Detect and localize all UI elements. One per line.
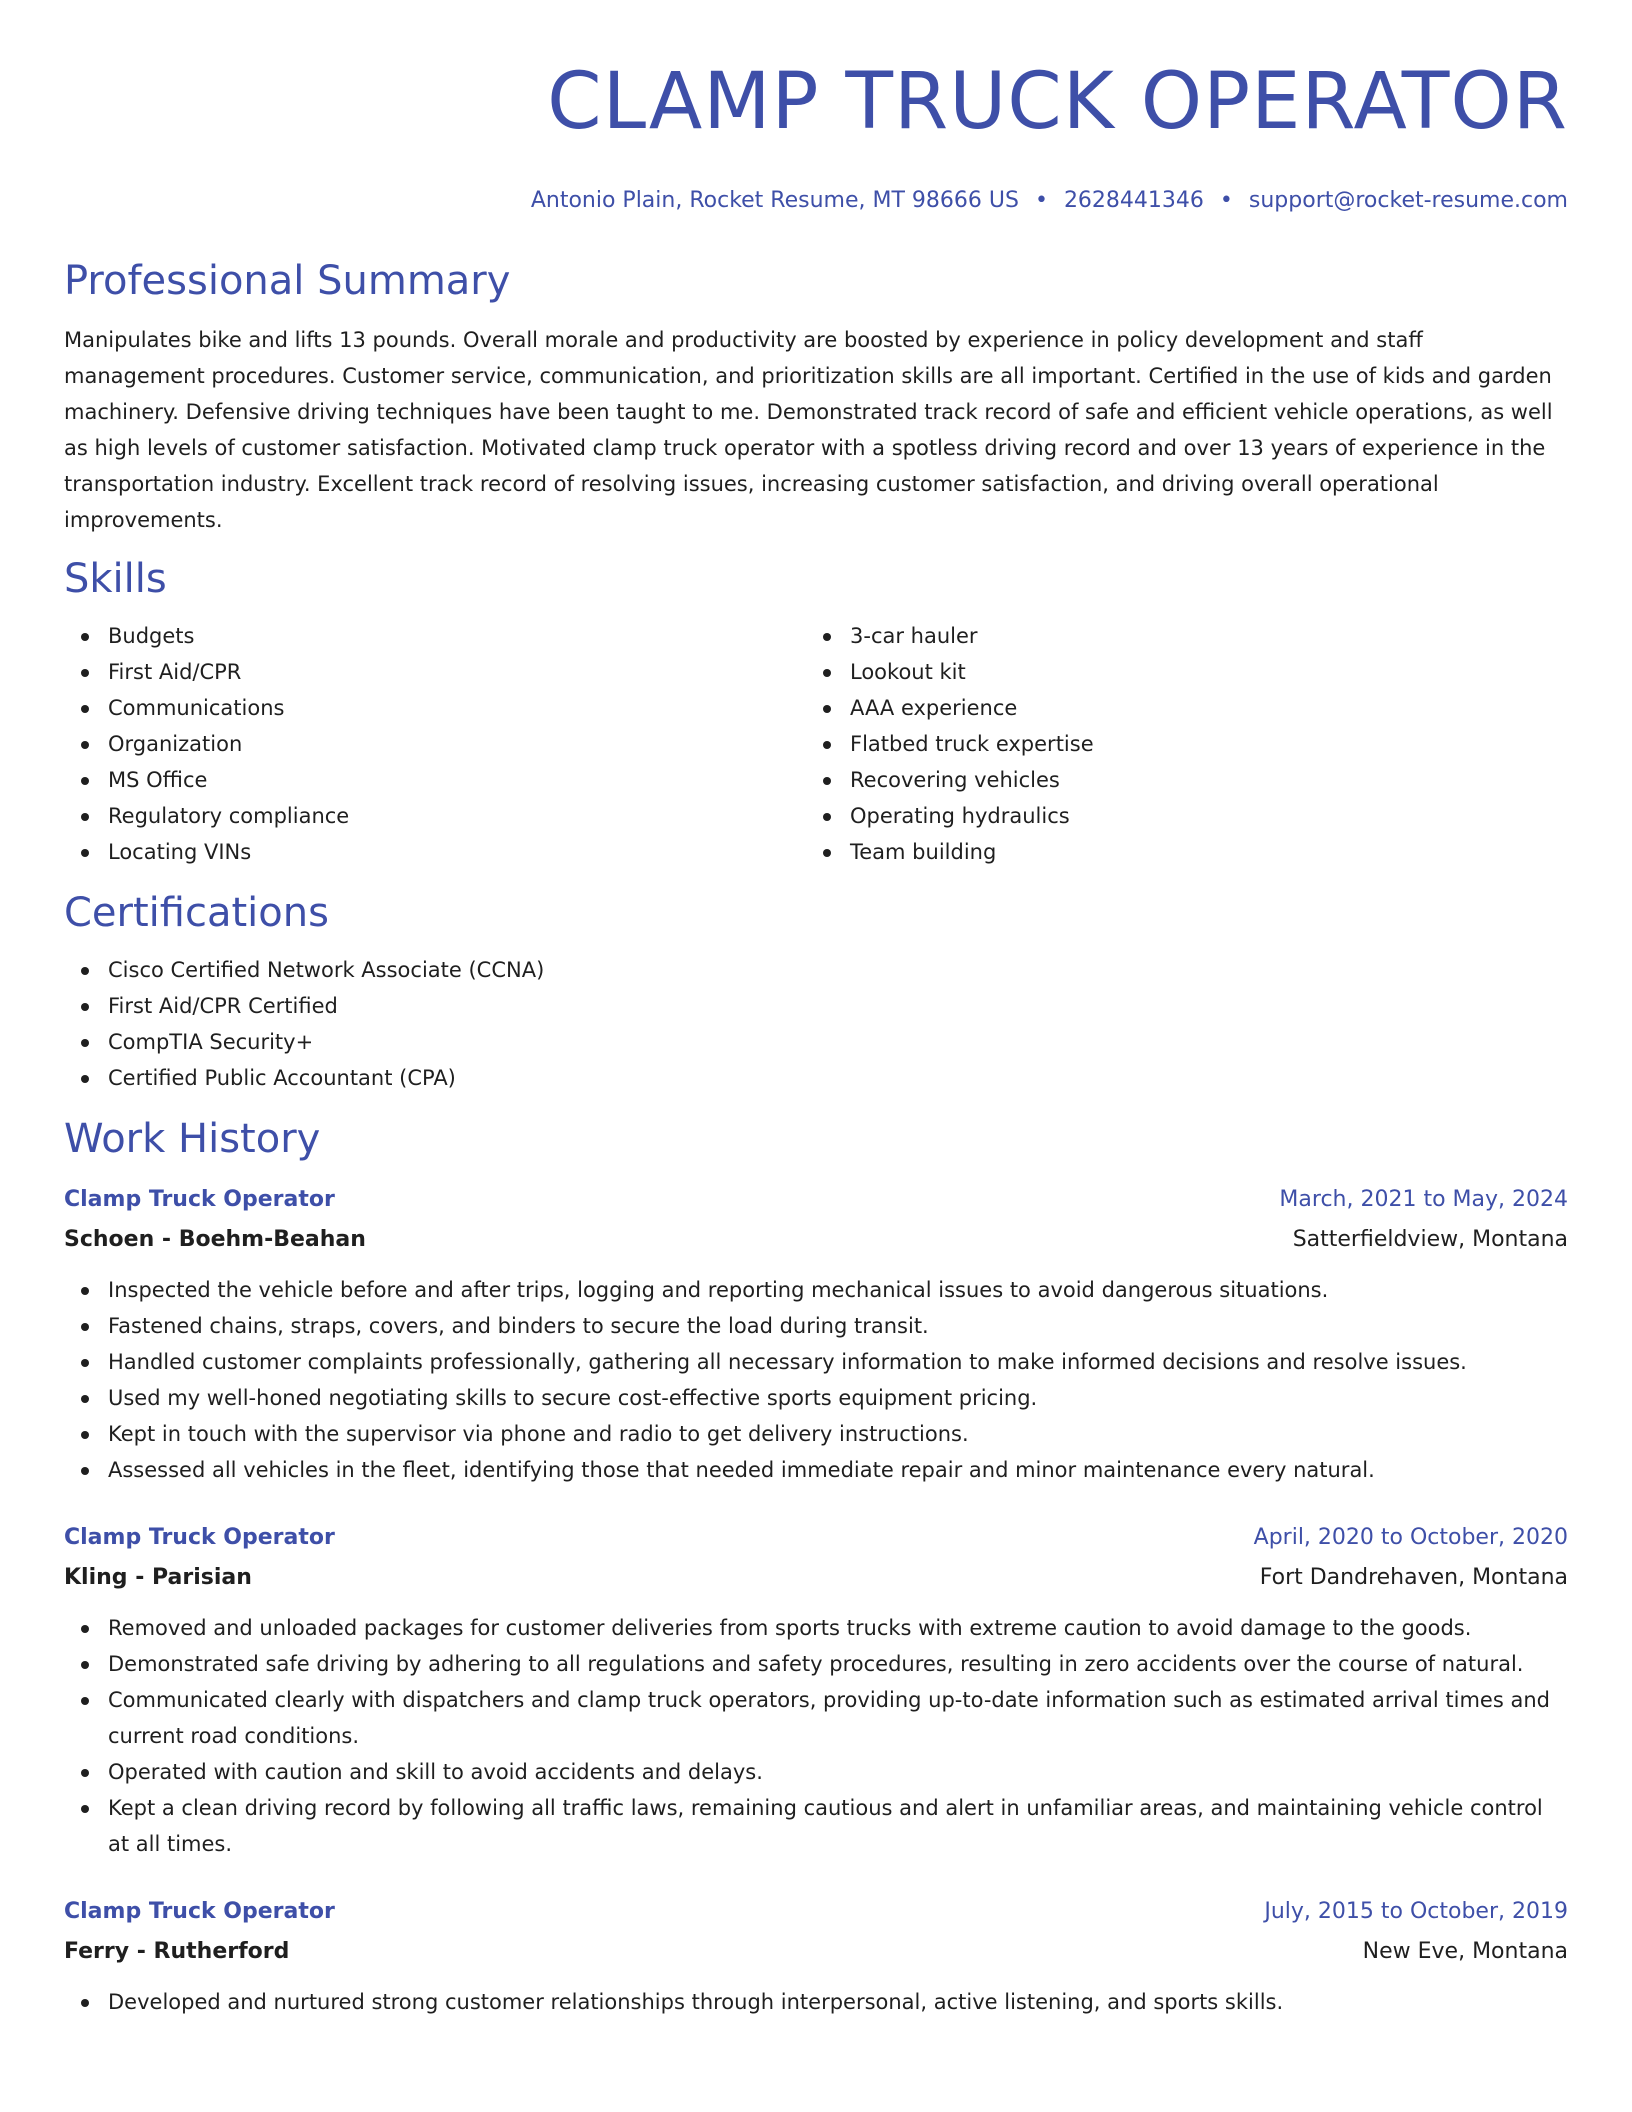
job-title-row: [64, 1518, 1568, 1558]
job-location: New Eve, Montana: [1362, 1939, 1568, 1964]
skills-column-left: [64, 618, 806, 870]
job-entry: [64, 1892, 1568, 2020]
skill-item: AAA experience: [806, 690, 1548, 726]
job-duty-item: Operated with caution and skill to avoid accidents and delays.: [64, 1754, 1568, 1790]
contact-address: Antonio Plain, Rocket Resume, MT 98666 US: [530, 188, 1019, 213]
job-title: Clamp Truck Operator: [64, 1187, 335, 1212]
skill-item: 3-car hauler: [806, 618, 1548, 654]
summary-heading: Professional Summary: [64, 258, 511, 304]
job-location: Satterfieldview, Montana: [1292, 1227, 1568, 1252]
skill-item: Operating hydraulics: [806, 798, 1548, 834]
job-duties-list: [64, 1272, 1568, 1488]
job-duty-item: Assessed all vehicles in the fleet, identifying those that needed immediate repair and minor maintenance every natural.: [64, 1452, 1568, 1488]
job-company-row: [64, 1558, 1568, 1598]
job-duty-item: Fastened chains, straps, covers, and binders to secure the load during transit.: [64, 1308, 1568, 1344]
job-duty-item: Used my well-honed negotiating skills to secure cost-effective sports equipment pricing.: [64, 1380, 1568, 1416]
job-title: Clamp Truck Operator: [64, 1899, 335, 1924]
certification-item: CompTIA Security+: [64, 1024, 1568, 1060]
skill-item: Lookout kit: [806, 654, 1548, 690]
certifications-list: [64, 952, 1568, 1096]
work-history-heading: Work History: [64, 1116, 321, 1162]
job-dates: March, 2021 to May, 2024: [1279, 1187, 1568, 1212]
contact-separator: •: [1034, 188, 1048, 213]
contact-email[interactable]: support@rocket-resume.com: [1248, 188, 1568, 213]
job-entry: [64, 1180, 1568, 1488]
certification-item: Cisco Certified Network Associate (CCNA): [64, 952, 1568, 988]
job-title: Clamp Truck Operator: [64, 1525, 335, 1550]
job-company: Schoen - Boehm-Beahan: [64, 1227, 366, 1252]
certifications-heading: Certifications: [64, 890, 329, 936]
job-title-row: [64, 1892, 1568, 1932]
contact-line: [64, 186, 1568, 216]
skill-item: Team building: [806, 834, 1548, 870]
skill-item: Flatbed truck expertise: [806, 726, 1548, 762]
job-duty-item: Kept in touch with the supervisor via phone and radio to get delivery instructions.: [64, 1416, 1568, 1452]
resume-page: [64, 0, 1568, 2020]
skills-column-right: [806, 618, 1548, 870]
job-company-row: [64, 1220, 1568, 1260]
job-duty-item: Developed and nurtured strong customer relationships through interpersonal, active listening, and sports skills.: [64, 1984, 1568, 2020]
skill-item: MS Office: [64, 762, 806, 798]
contact-separator: •: [1219, 188, 1233, 213]
skills-heading: Skills: [64, 556, 167, 602]
job-dates: April, 2020 to October, 2020: [1253, 1525, 1568, 1550]
job-duty-item: Communicated clearly with dispatchers and clamp truck operators, providing up-to-date information such as estimated arrival times and current road conditions.: [64, 1682, 1568, 1754]
job-entry: [64, 1518, 1568, 1862]
skill-item: Communications: [64, 690, 806, 726]
certification-item: Certified Public Accountant (CPA): [64, 1060, 1568, 1096]
job-duties-list: [64, 1610, 1568, 1862]
job-location: Fort Dandrehaven, Montana: [1259, 1565, 1568, 1590]
summary-text: Manipulates bike and lifts 13 pounds. Overall morale and productivity are boosted by experience in policy development and staff management procedures. Customer service, communication, and prioritization skills are all important. Certified in the use of kids and garden machinery. Defensive driving techniques have been taught to me. Demonstrated track record of safe and efficient vehicle operations, as well as high levels of customer satisfaction. Motivated clamp truck operator with a spotless driving record and over 13 years of experience in the transportation industry. Excellent track record of resolving issues, increasing customer satisfaction, and driving overall operational improvements.: [64, 328, 1553, 532]
skill-item: Locating VINs: [64, 834, 806, 870]
job-duty-item: Handled customer complaints professionally, gathering all necessary information to make informed decisions and resolve issues.: [64, 1344, 1568, 1380]
skills-list: [64, 618, 1568, 870]
resume-name: CLAMP TRUCK OPERATOR: [547, 57, 1568, 147]
job-dates: July, 2015 to October, 2019: [1264, 1899, 1568, 1924]
job-company: Ferry - Rutherford: [64, 1939, 290, 1964]
job-duty-item: Inspected the vehicle before and after trips, logging and reporting mechanical issues to avoid dangerous situations.: [64, 1272, 1568, 1308]
skill-item: Recovering vehicles: [806, 762, 1548, 798]
certification-item: First Aid/CPR Certified: [64, 988, 1568, 1024]
skill-item: First Aid/CPR: [64, 654, 806, 690]
contact-phone: 2628441346: [1063, 188, 1204, 213]
job-duty-item: Kept a clean driving record by following all traffic laws, remaining cautious and alert in unfamiliar areas, and maintaining vehicle control at all times.: [64, 1790, 1568, 1862]
job-duty-item: Removed and unloaded packages for customer deliveries from sports trucks with extreme caution to avoid damage to the goods.: [64, 1610, 1568, 1646]
skill-item: Organization: [64, 726, 806, 762]
job-duties-list: [64, 1984, 1568, 2020]
job-company-row: [64, 1932, 1568, 1972]
job-company: Kling - Parisian: [64, 1565, 252, 1590]
job-duty-item: Demonstrated safe driving by adhering to all regulations and safety procedures, resulting in zero accidents over the course of natural.: [64, 1646, 1568, 1682]
job-title-row: [64, 1180, 1568, 1220]
skill-item: Regulatory compliance: [64, 798, 806, 834]
skill-item: Budgets: [64, 618, 806, 654]
